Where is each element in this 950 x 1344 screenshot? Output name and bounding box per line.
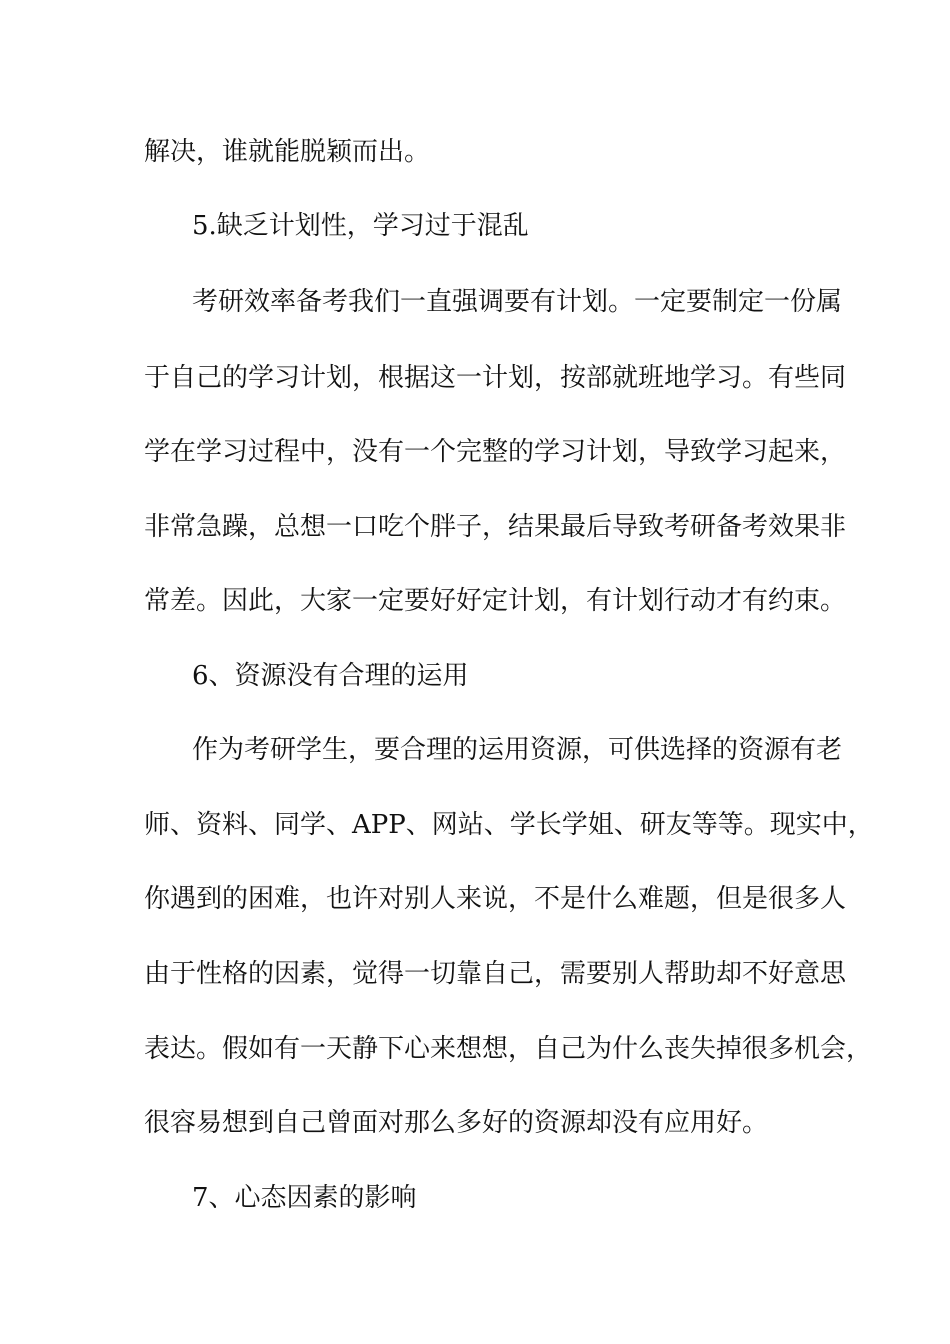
paragraph-line: 表达。假如有一天静下心来想想，自己为什么丧失掉很多机会， xyxy=(144,1034,873,1064)
paragraph-line: 于自己的学习计划，根据这一计划，按部就班地学习。有些同 xyxy=(144,363,847,393)
paragraph-line: 常差。因此，大家一定要好好定计划，有计划行动才有约束。 xyxy=(144,586,847,616)
section-heading: 7、心态因素的影响 xyxy=(192,1183,417,1213)
paragraph-line: 考研效率备考我们一直强调要有计划。一定要制定一份属 xyxy=(192,287,843,317)
paragraph-line: 非常急躁，总想一口吃个胖子，结果最后导致考研备考效果非 xyxy=(144,512,847,542)
paragraph-line: 作为考研学生，要合理的运用资源，可供选择的资源有老 xyxy=(192,735,843,765)
paragraph-line: 师、资料、同学、APP、网站、学长学姐、研友等等。现实中， xyxy=(144,810,874,840)
paragraph-line: 你遇到的困难，也许对别人来说，不是什么难题，但是很多人 xyxy=(144,884,847,914)
paragraph-line: 由于性格的因素，觉得一切靠自己，需要别人帮助却不好意思 xyxy=(144,959,847,989)
section-heading: 6、资源没有合理的运用 xyxy=(192,661,469,691)
paragraph-line: 学在学习过程中，没有一个完整的学习计划，导致学习起来， xyxy=(144,437,847,467)
paragraph-line: 解决，谁就能脱颖而出。 xyxy=(144,137,431,167)
paragraph-line: 很容易想到自己曾面对那么多好的资源却没有应用好。 xyxy=(144,1108,769,1138)
section-heading: 5.缺乏计划性，学习过于混乱 xyxy=(192,211,529,241)
